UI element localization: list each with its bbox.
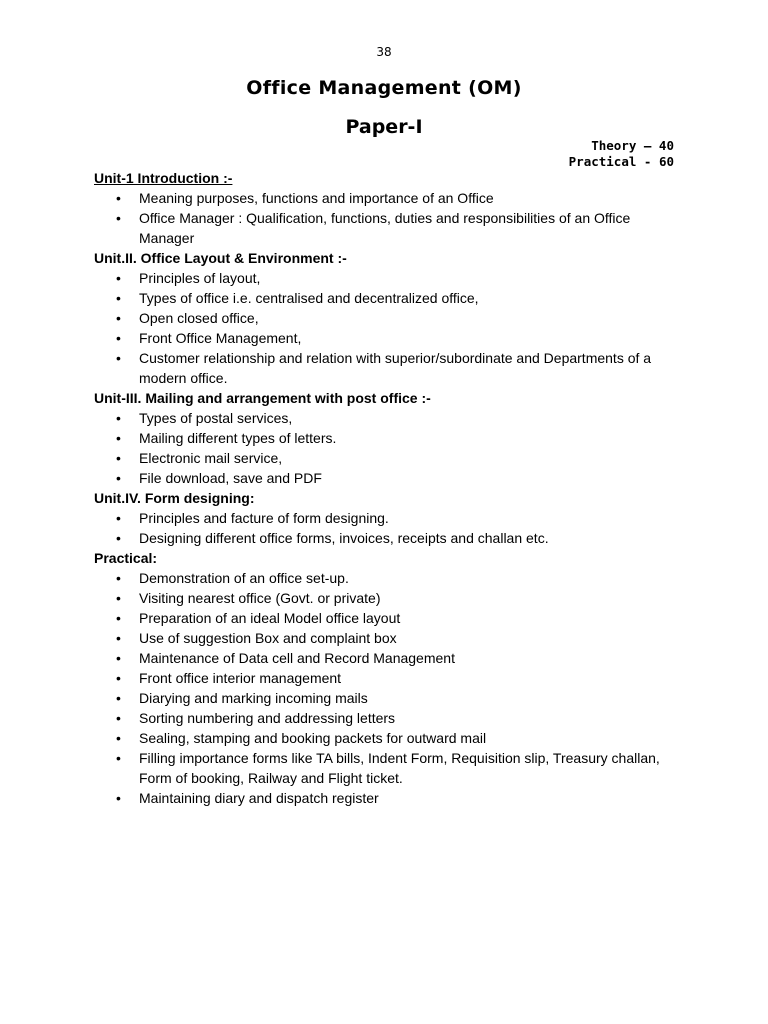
unit-heading: Practical: xyxy=(94,550,158,566)
section-unit-4 xyxy=(94,488,694,548)
list-item: • Front Office Management, xyxy=(94,328,664,348)
list-item: • Visiting nearest office (Govt. or private) xyxy=(94,588,664,608)
list-item: • Demonstration of an office set-up. xyxy=(94,568,664,588)
list-item: • Use of suggestion Box and complaint box xyxy=(94,628,664,648)
unit-items xyxy=(94,408,694,488)
marks-block xyxy=(569,138,674,169)
list-item: • Maintaining diary and dispatch register xyxy=(94,788,664,808)
section-unit-3 xyxy=(94,388,694,488)
list-item: • Diarying and marking incoming mails xyxy=(94,688,664,708)
document-title: Office Management (OM) xyxy=(246,77,522,99)
theory-marks: Theory – 40 xyxy=(591,138,674,153)
list-item: • Open closed office, xyxy=(94,308,664,328)
list-item: • Sorting numbering and addressing letters xyxy=(94,708,664,728)
unit-items xyxy=(94,268,694,388)
unit-heading: Unit.II. Office Layout & Environment :- xyxy=(94,250,347,266)
list-item: • Mailing different types of letters. xyxy=(94,428,664,448)
unit-heading: Unit-III. Mailing and arrangement with post office :- xyxy=(94,390,431,406)
list-item: • Sealing, stamping and booking packets for outward mail xyxy=(94,728,664,748)
unit-heading: Unit-1 Introduction :- xyxy=(94,170,233,186)
section-unit-2 xyxy=(94,248,694,388)
page-number: 38 xyxy=(376,45,392,59)
list-item: • Front office interior management xyxy=(94,668,664,688)
list-item: • Types of postal services, xyxy=(94,408,664,428)
unit-items xyxy=(94,508,694,548)
unit-items xyxy=(94,188,694,248)
list-item: • Electronic mail service, xyxy=(94,448,664,468)
unit-items xyxy=(94,568,694,808)
list-item: • Office Manager : Qualification, functions, duties and responsibilities of an Office Manager xyxy=(94,208,664,248)
unit-heading: Unit.IV. Form designing: xyxy=(94,490,255,506)
list-item: • Preparation of an ideal Model office layout xyxy=(94,608,664,628)
list-item: • Types of office i.e. centralised and decentralized office, xyxy=(94,288,664,308)
paper-title: Paper-I xyxy=(345,116,423,138)
section-unit-1 xyxy=(94,168,694,248)
list-item: • Meaning purposes, functions and importance of an Office xyxy=(94,188,664,208)
section-practical xyxy=(94,548,694,808)
list-item: • Principles and facture of form designing. xyxy=(94,508,664,528)
list-item: • Maintenance of Data cell and Record Management xyxy=(94,648,664,668)
list-item: • Filling importance forms like TA bills, Indent Form, Requisition slip, Treasury challan, Form of booking, Railway and Flight ticket. xyxy=(94,748,664,788)
list-item: • Principles of layout, xyxy=(94,268,664,288)
syllabus-content xyxy=(94,168,694,808)
practical-marks: Practical - 60 xyxy=(568,153,674,169)
list-item: • Designing different office forms, invoices, receipts and challan etc. xyxy=(94,528,664,548)
list-item: • File download, save and PDF xyxy=(94,468,664,488)
list-item: • Customer relationship and relation with superior/subordinate and Departments of a modern office. xyxy=(94,348,664,388)
